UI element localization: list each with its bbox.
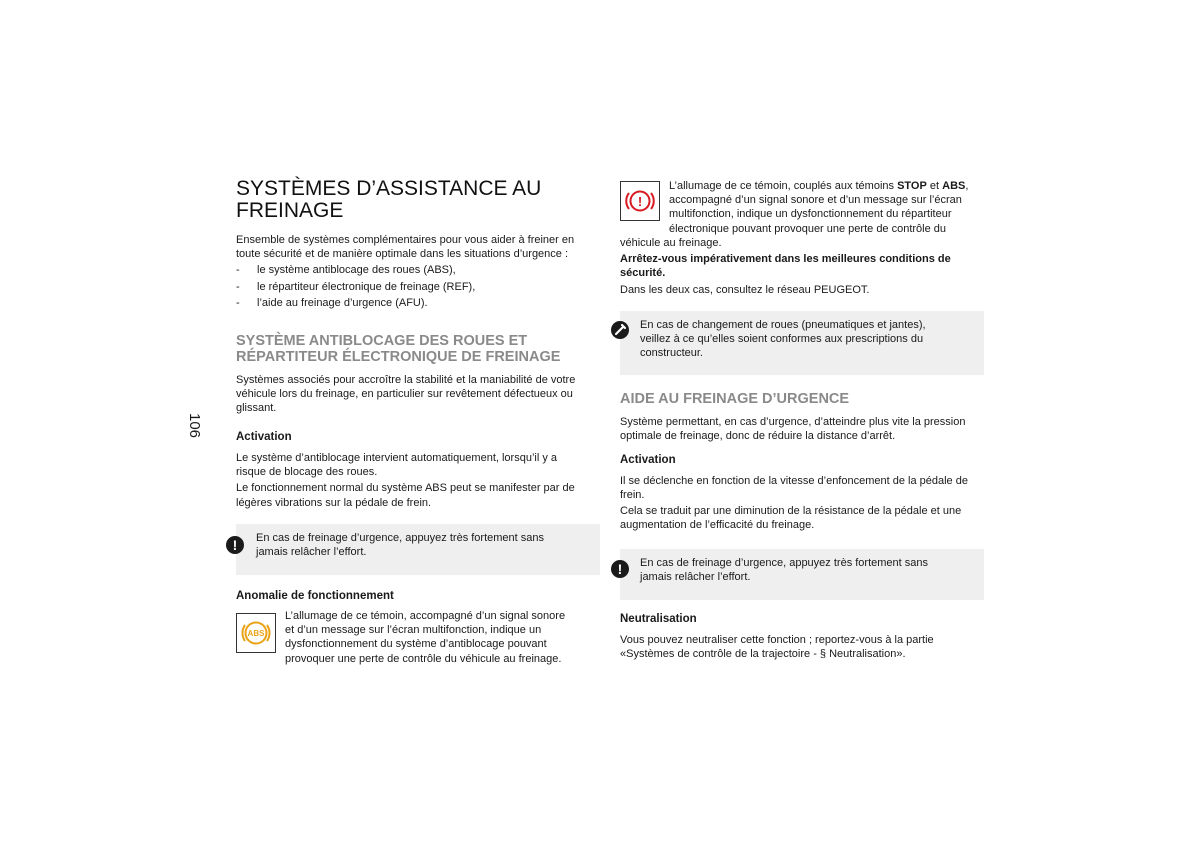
- abs-activation-line-3: Le fonctionnement normal du système ABS peut se manifester par de: [236, 482, 575, 494]
- brake-warning-lamp: [620, 181, 660, 221]
- stop-instruction-line-2: sécurité.: [620, 267, 666, 279]
- intro-line-2: toute sécurité et de manière optimale dans les situations d’urgence :: [236, 248, 569, 260]
- brake-lamp-label: !: [637, 194, 643, 209]
- afu-note-line-1: En cas de freinage d’urgence, appuyez très fortement sans: [640, 557, 929, 569]
- brake-lamp-icon: [621, 182, 659, 220]
- anomaly-line-1: L’allumage de ce témoin, accompagné d’un signal sonore: [285, 610, 566, 622]
- afu-section-heading: AIDE AU FREINAGE D’URGENCE: [620, 391, 850, 407]
- abs-heading-line-1: SYSTÈME ANTIBLOCAGE DES ROUES ET: [236, 333, 528, 349]
- page-number: 106: [186, 413, 203, 439]
- afu-desc-line-1: Système permettant, en cas d’urgence, d’atteindre plus vite la pression: [620, 416, 966, 428]
- page-title: [236, 178, 606, 222]
- warning-exclamation-icon: !: [226, 536, 244, 554]
- abs-activation-line-2: risque de blocage des roues.: [236, 466, 378, 478]
- abs-activation-line-1: Le système d’antiblocage intervient automatiquement, lorsqu’il y a: [236, 452, 558, 464]
- wrench-icon: [611, 321, 629, 339]
- neutralisation-line-2: «Systèmes de contrôle de la trajectoire - § Neutralisation».: [620, 648, 906, 660]
- wheel-note-line-3: constructeur.: [640, 347, 703, 359]
- anomaly-line-4: provoquer une perte de contrôle du véhicule au freinage.: [285, 653, 562, 665]
- abs-desc-line-2: véhicule lors du freinage, en particulier sur revêtement défectueux ou: [236, 388, 573, 400]
- neutralisation-heading: Neutralisation: [620, 613, 697, 625]
- list-dash: -: [236, 297, 240, 309]
- afu-activation-line-1: Il se déclenche en fonction de la vitesse d’enfoncement de la pédale de: [620, 475, 968, 487]
- abs-lamp-icon: [237, 614, 275, 652]
- note-line-2: jamais relâcher l’effort.: [256, 546, 367, 558]
- wheel-note-line-1: En cas de changement de roues (pneumatiques et jantes),: [640, 319, 926, 331]
- abs-desc-line-3: glissant.: [236, 402, 277, 414]
- intro-line-1: Ensemble de systèmes complémentaires pour vous aider à freiner en: [236, 234, 575, 246]
- stop-instruction-line-1: Arrêtez-vous impérativement dans les meilleures conditions de: [620, 253, 951, 265]
- afu-activation-line-2: frein.: [620, 489, 645, 501]
- warning-exclamation-icon: !: [611, 560, 629, 578]
- list-item: [236, 296, 596, 313]
- list-item-text: le répartiteur électronique de freinage (REF),: [257, 280, 476, 293]
- abs-desc-line-1: Systèmes associés pour accroître la stabilité et la maniabilité de votre: [236, 374, 576, 386]
- consult-dealer-text: Dans les deux cas, consultez le réseau PEUGEOT.: [620, 284, 870, 296]
- list-item-text: l’aide au freinage d’urgence (AFU).: [257, 297, 428, 309]
- neutralisation-line-1: Vous pouvez neutraliser cette fonction ; reportez-vous à la partie: [620, 634, 934, 646]
- list-item: [236, 263, 596, 280]
- title-line-1: SYSTÈMES D’ASSISTANCE AU: [236, 177, 542, 200]
- afu-desc-line-2: optimale de freinage, donc de réduire la distance d’arrêt.: [620, 430, 896, 442]
- ref-warning-line-1: L’allumage de ce témoin, couplés aux témoins STOP et ABS,: [669, 180, 969, 192]
- afu-activation-heading: Activation: [620, 454, 676, 466]
- ref-warning-line-4: électronique pouvant provoquer une perte de contrôle du: [669, 223, 947, 235]
- abs-activation-heading: Activation: [236, 431, 292, 443]
- ref-warning-line-3: multifonction, indique un dysfonctionnement du répartiteur: [669, 208, 952, 220]
- afu-activation-line-3: Cela se traduit par une diminution de la résistance de la pédale et une: [620, 505, 962, 517]
- anomaly-heading: Anomalie de fonctionnement: [236, 590, 394, 602]
- abs-section-heading: [236, 333, 616, 365]
- list-item: [236, 280, 596, 297]
- anomaly-line-2: et d’un message sur l’écran multifonction, indique un: [285, 624, 542, 636]
- list-dash: -: [236, 264, 240, 276]
- afu-note-line-2: jamais relâcher l’effort.: [640, 571, 751, 583]
- ref-warning-line-5: véhicule au freinage.: [620, 237, 722, 249]
- intro-list: [236, 263, 596, 313]
- wheel-note-line-2: veillez à ce qu’elles soient conformes aux prescriptions du: [640, 333, 924, 345]
- ref-warning-line-2: accompagné d’un signal sonore et d’un message sur l’écran: [669, 194, 962, 206]
- note-line-1: En cas de freinage d’urgence, appuyez très fortement sans: [256, 532, 545, 544]
- abs-warning-lamp: [236, 613, 276, 653]
- title-line-2: FREINAGE: [236, 199, 344, 222]
- abs-activation-line-4: légères vibrations sur la pédale de frein.: [236, 497, 432, 509]
- list-item-text: le système antiblocage des roues (ABS),: [257, 264, 456, 276]
- afu-activation-line-4: augmentation de l’efficacité du freinage.: [620, 519, 815, 531]
- abs-lamp-label: ABS: [247, 629, 265, 638]
- abs-heading-line-2: RÉPARTITEUR ÉLECTRONIQUE DE FREINAGE: [236, 349, 561, 365]
- wrench-glyph: [611, 321, 629, 339]
- list-dash: -: [236, 280, 240, 293]
- anomaly-line-3: dysfonctionnement du système d’antiblocage pouvant: [285, 638, 547, 650]
